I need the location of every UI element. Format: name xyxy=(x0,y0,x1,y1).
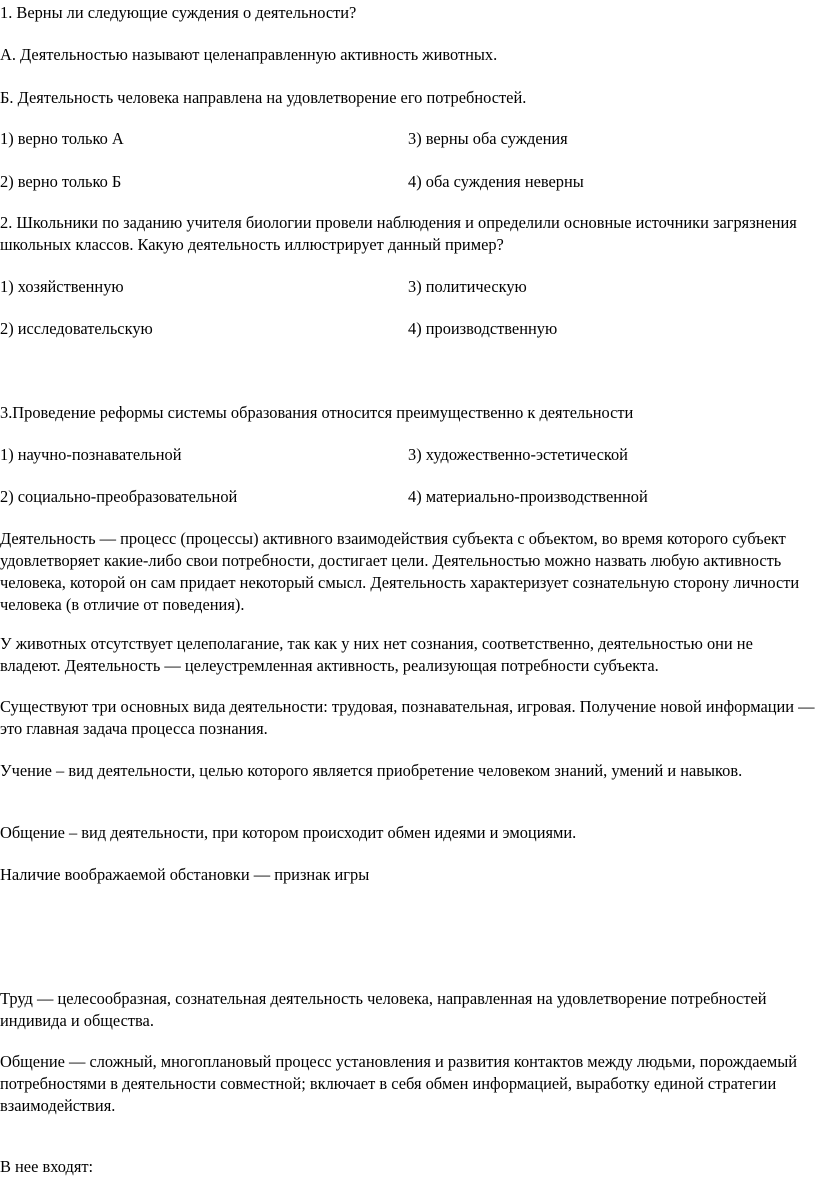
question-2-option-1: 1) хозяйственную xyxy=(0,277,124,296)
question-1-title: 1. Верны ли следующие суждения о деятельности? xyxy=(0,3,357,22)
question-3-option-4: 4) материально-производственной xyxy=(408,487,648,506)
paragraph-communication-definition: Общение — сложный, многоплановый процесс установления и развития контактов между людьми, порождаемый потребностями в деятельности совместной; включает в себя обмен информацией, выработку единой стратегии взаимодействия. xyxy=(0,1052,797,1115)
question-2-option-3: 3) политическую xyxy=(408,277,527,296)
paragraph-activity-definition: Деятельность — процесс (процессы) активного взаимодействия субъекта с объектом, во время которого субъект удовлетворяет какие-либо свои потребности, достигает цели. Деятельностью можно назвать любую активность человека, которой он сам придает некоторый смысл. Деятельность характеризует сознательную сторону личности человека (в отличие от поведения). xyxy=(0,529,800,614)
question-1-option-2: 2) верно только Б xyxy=(0,172,122,191)
paragraph-includes: В нее входят: xyxy=(0,1157,94,1176)
question-1-statement-b: Б. Деятельность человека направлена на удовлетворение его потребностей. xyxy=(0,88,527,107)
question-2-title: 2. Школьники по заданию учителя биологии провели наблюдения и определили основные источники загрязнения школьных классов. Какую деятельность иллюстрирует данный пример? xyxy=(0,213,797,254)
question-3-title: 3.Проведение реформы системы образования относится преимущественно к деятельности xyxy=(0,403,634,422)
paragraph-animals: У животных отсутствует целеполагание, так как у них нет сознания, соответственно, деятельностью они не владеют. Деятельность — целеустремленная активность, реализующая потребности субъекта. xyxy=(0,634,753,675)
paragraph-learning: Учение – вид деятельности, целью которого является приобретение человеком знаний, умений и навыков. xyxy=(0,761,743,780)
paragraph-activity-types: Существуют три основных вида деятельности: трудовая, познавательная, игровая. Получение новой информации — это главная задача процесса познания. xyxy=(0,697,815,738)
question-2-option-2: 2) исследовательскую xyxy=(0,319,153,338)
question-2-option-4: 4) производственную xyxy=(408,319,558,338)
paragraph-labor: Труд — целесообразная, сознательная деятельность человека, направленная на удовлетворение потребностей индивида и общества. xyxy=(0,989,767,1030)
question-1-statement-a: А. Деятельностью называют целенаправленную активность животных. xyxy=(0,45,498,64)
question-1-option-4: 4) оба суждения неверны xyxy=(408,172,584,191)
question-1-option-3: 3) верны оба суждения xyxy=(408,129,568,148)
question-1-option-1: 1) верно только А xyxy=(0,129,124,148)
question-3-option-2: 2) социально-преобразовательной xyxy=(0,487,238,506)
question-3-option-1: 1) научно-познавательной xyxy=(0,445,182,464)
question-3-option-3: 3) художественно-эстетической xyxy=(408,445,628,464)
paragraph-game: Наличие воображаемой обстановки — признак игры xyxy=(0,865,370,884)
paragraph-communication: Общение – вид деятельности, при котором происходит обмен идеями и эмоциями. xyxy=(0,823,577,842)
